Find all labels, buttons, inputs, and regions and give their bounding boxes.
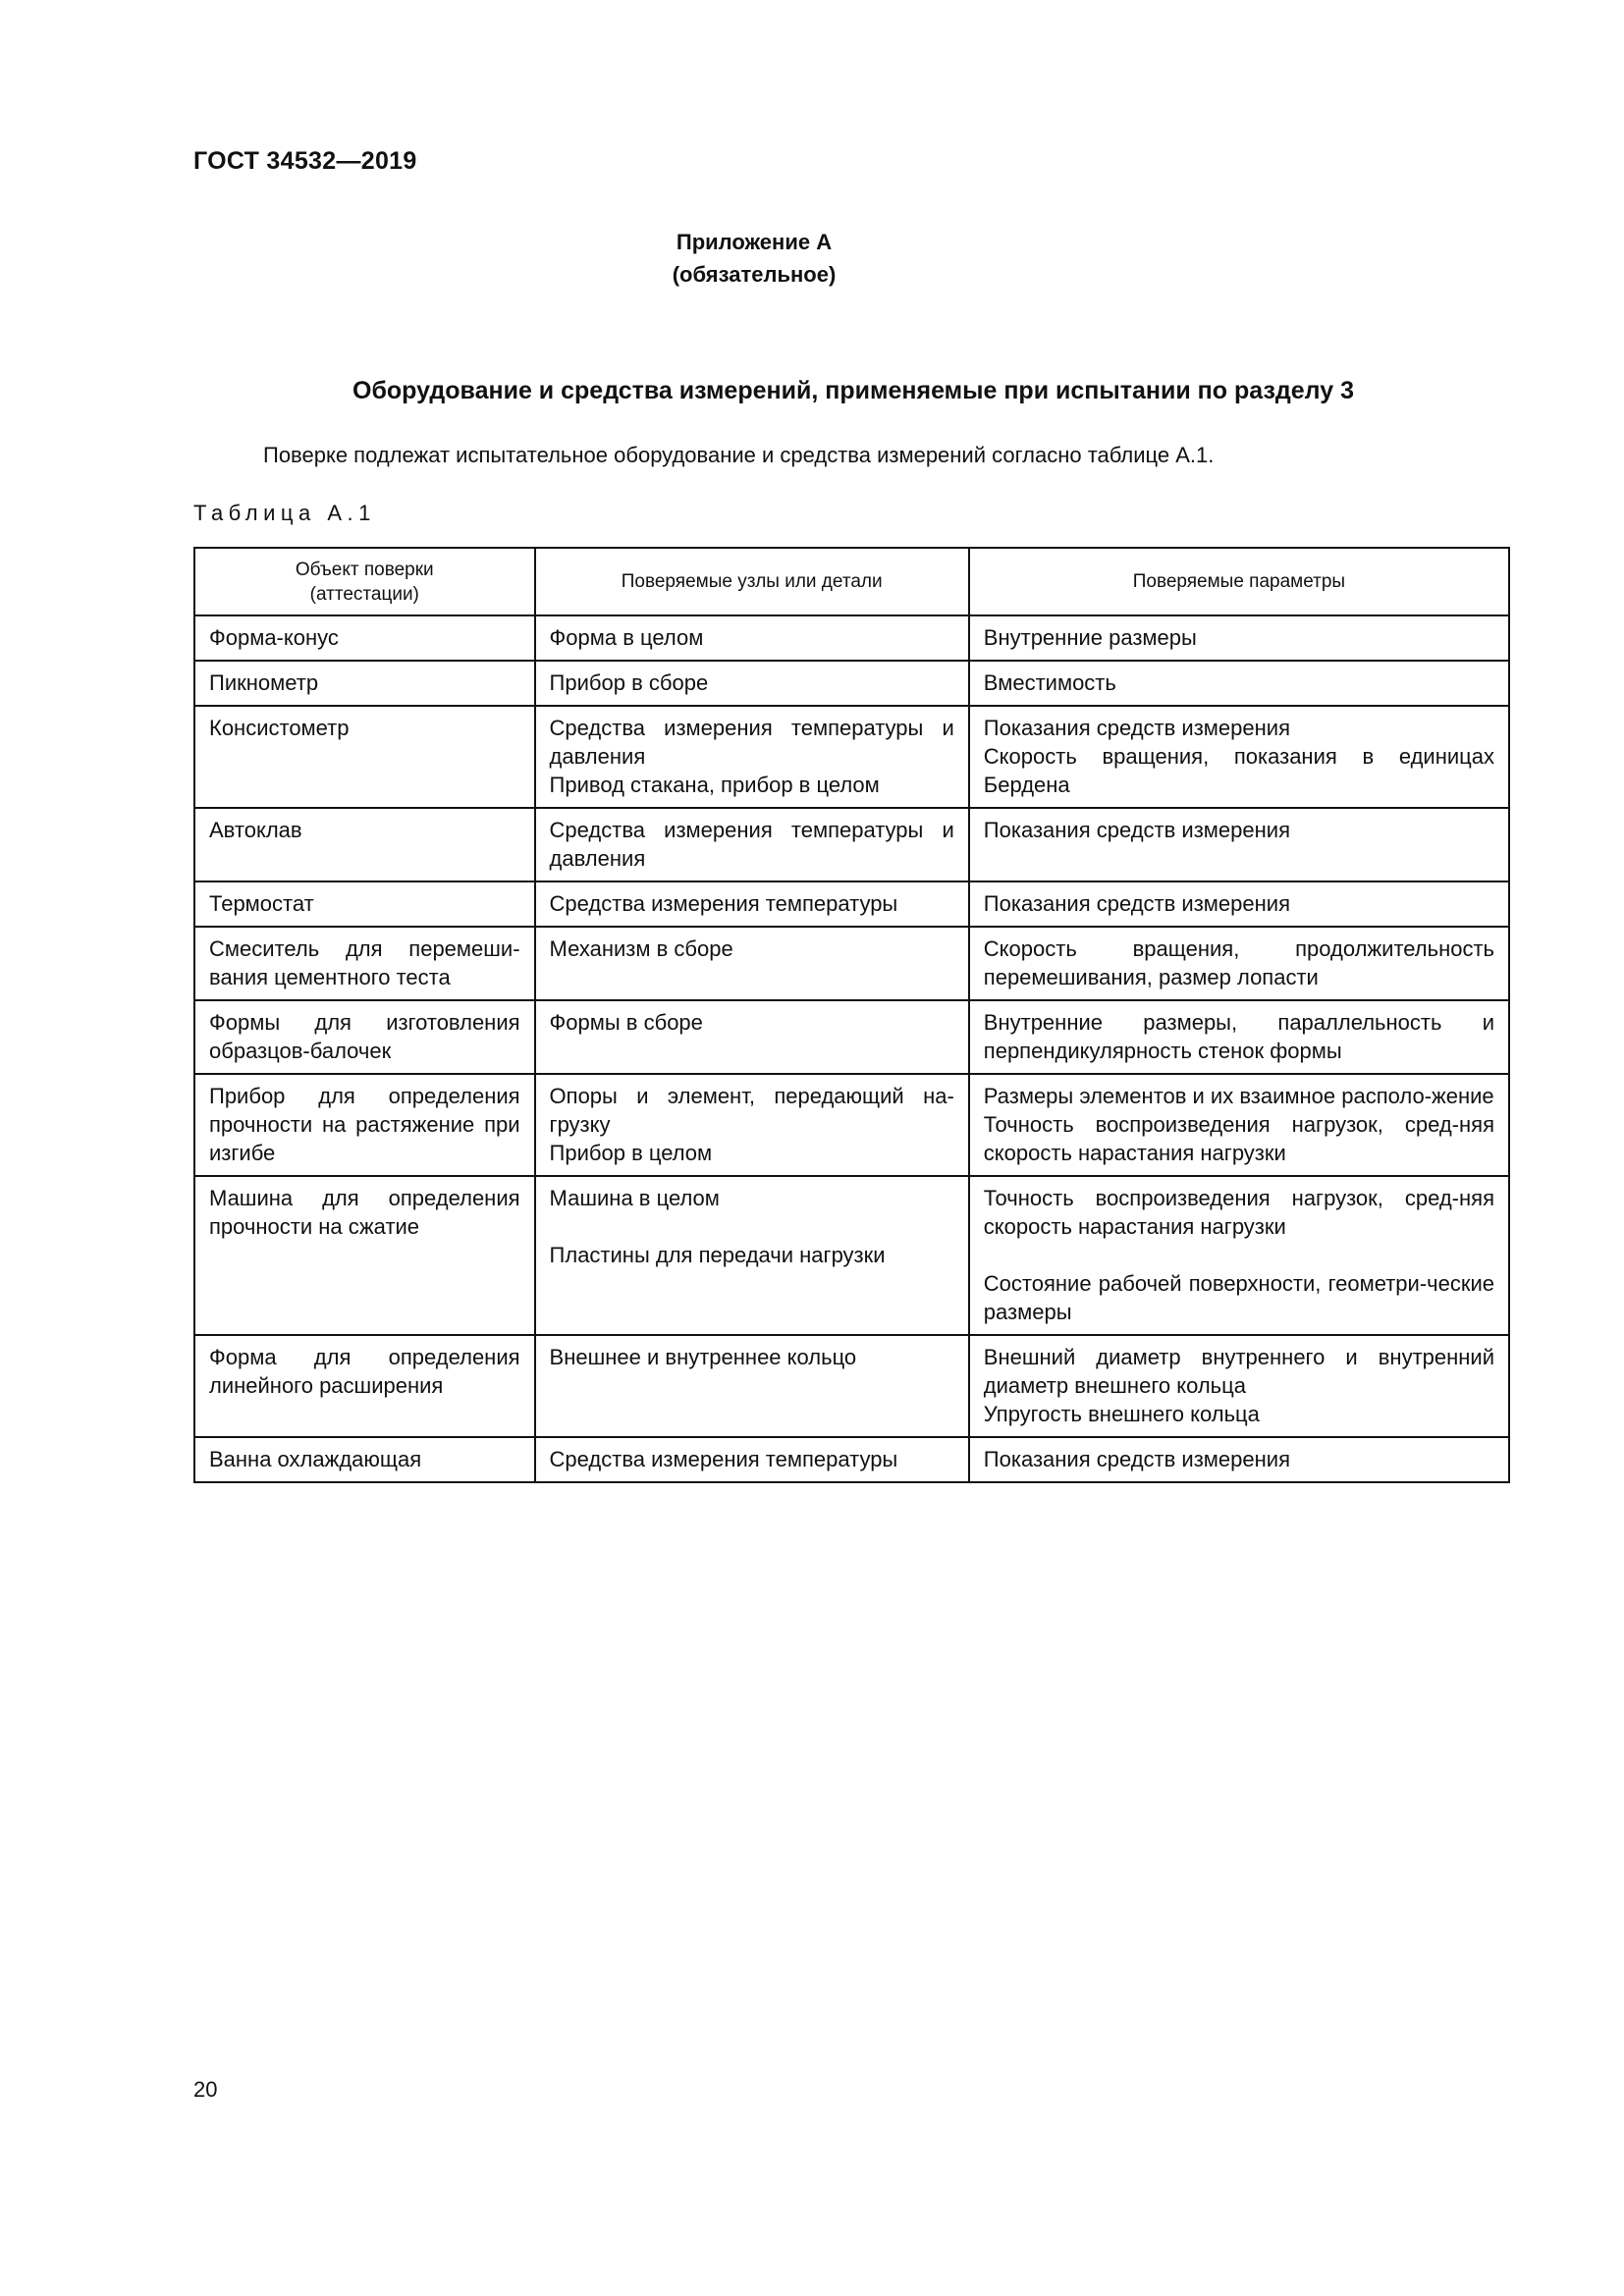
table-row — [194, 1335, 1509, 1437]
header-object-line: (аттестации) — [309, 583, 419, 605]
cell-parts — [535, 615, 969, 661]
cell-text: Показания средств измерения — [983, 1447, 1290, 1471]
cell-spacer — [984, 1241, 1494, 1269]
cell-text: Консистометр — [209, 716, 350, 740]
cell-text: Средства измерения температуры — [549, 1447, 898, 1471]
cell-object — [194, 706, 535, 808]
header-params — [969, 548, 1509, 615]
cell-text: Формы для изготовления образцов-балочек — [209, 1010, 520, 1063]
header-parts-line: Поверяемые узлы или детали — [621, 571, 883, 592]
table-row — [194, 1176, 1509, 1335]
table-row — [194, 1074, 1509, 1176]
appendix-heading — [0, 226, 1508, 291]
cell-spacer — [550, 1212, 954, 1241]
cell-object — [194, 1000, 535, 1074]
table-row — [194, 706, 1509, 808]
cell-text: Автоклав — [209, 818, 302, 842]
cell-params — [969, 1335, 1509, 1437]
cell-text: Прибор в целом — [549, 1141, 713, 1165]
cell-text: Скорость вращения, показания в единицах Бердена — [983, 744, 1494, 797]
cell-text: Опоры и элемент, передающий на-грузку — [549, 1084, 954, 1137]
cell-text: Машина в целом — [549, 1186, 720, 1210]
cell-text: Внешний диаметр внутреннего и внутренний диаметр внешнего кольца — [983, 1345, 1494, 1398]
cell-text: Форма для определения линейного расширения — [209, 1345, 520, 1398]
appendix-title: Приложение А — [676, 230, 833, 254]
cell-object — [194, 808, 535, 881]
cell-text: Пластины для передачи нагрузки — [549, 1243, 886, 1267]
cell-parts — [535, 1176, 969, 1335]
cell-object — [194, 927, 535, 1000]
cell-text: Прибор в сборе — [549, 670, 709, 695]
cell-params — [969, 808, 1509, 881]
cell-parts — [535, 706, 969, 808]
cell-object — [194, 661, 535, 706]
cell-text: Вместимость — [983, 670, 1116, 695]
table-row — [194, 1437, 1509, 1482]
cell-text: Ванна охлаждающая — [209, 1447, 422, 1471]
table-row — [194, 661, 1509, 706]
cell-text: Формы в сборе — [549, 1010, 703, 1035]
cell-text: Показания средств измерения — [983, 891, 1290, 916]
cell-text: Машина для определения прочности на сжатие — [209, 1186, 520, 1239]
cell-text: Показания средств измерения — [983, 716, 1290, 740]
verification-table — [193, 547, 1510, 1483]
table-caption: Таблица А.1 — [193, 501, 376, 525]
cell-text: Скорость вращения, продолжительность перемешивания, размер лопасти — [983, 936, 1494, 989]
document-code: ГОСТ 34532—2019 — [193, 147, 417, 175]
cell-object — [194, 1176, 535, 1335]
cell-text: Пикнометр — [209, 670, 319, 695]
page-number: 20 — [193, 2077, 218, 2102]
table-body — [194, 615, 1509, 1482]
cell-text: Механизм в сборе — [549, 936, 733, 961]
cell-parts — [535, 808, 969, 881]
header-object — [194, 548, 535, 615]
cell-params — [969, 881, 1509, 927]
section-title: Оборудование и средства измерений, применяемые при испытании по разделу 3 — [352, 377, 1354, 404]
cell-params — [969, 1000, 1509, 1074]
cell-object — [194, 1074, 535, 1176]
cell-params — [969, 1437, 1509, 1482]
cell-text: Форма в целом — [549, 625, 704, 650]
header-object-line: Объект поверки — [295, 559, 434, 580]
cell-text: Привод стакана, прибор в целом — [549, 773, 880, 797]
cell-params — [969, 615, 1509, 661]
cell-text: Прибор для определения прочности на растяжение при изгибе — [209, 1084, 520, 1165]
header-parts — [535, 548, 969, 615]
cell-text: Размеры элементов и их взаимное располо-жение — [983, 1084, 1494, 1108]
cell-text: Средства измерения температуры и давления — [549, 818, 954, 871]
cell-parts — [535, 661, 969, 706]
header-params-line: Поверяемые параметры — [1132, 571, 1346, 592]
cell-params — [969, 1176, 1509, 1335]
cell-text: Состояние рабочей поверхности, геометри-ческие размеры — [983, 1271, 1494, 1324]
cell-params — [969, 661, 1509, 706]
cell-text: Внешнее и внутреннее кольцо — [549, 1345, 857, 1369]
cell-parts — [535, 1074, 969, 1176]
cell-text: Точность воспроизведения нагрузок, сред-няя скорость нарастания нагрузки — [983, 1112, 1494, 1165]
cell-text: Показания средств измерения — [983, 818, 1290, 842]
cell-text: Средства измерения температуры — [549, 891, 898, 916]
cell-parts — [535, 1000, 969, 1074]
table-row — [194, 881, 1509, 927]
cell-text: Средства измерения температуры и давления — [549, 716, 954, 769]
cell-text: Форма-конус — [209, 625, 339, 650]
cell-parts — [535, 927, 969, 1000]
cell-text: Внутренние размеры — [983, 625, 1197, 650]
table-row — [194, 1000, 1509, 1074]
appendix-status: (обязательное) — [672, 262, 837, 287]
cell-text: Упругость внешнего кольца — [983, 1402, 1260, 1426]
cell-params — [969, 927, 1509, 1000]
cell-object — [194, 615, 535, 661]
table-row — [194, 927, 1509, 1000]
cell-text: Точность воспроизведения нагрузок, сред-няя скорость нарастания нагрузки — [983, 1186, 1494, 1239]
cell-text: Смеситель для перемеши-вания цементного теста — [209, 936, 520, 989]
table-row — [194, 615, 1509, 661]
cell-parts — [535, 1437, 969, 1482]
cell-text: Термостат — [209, 891, 314, 916]
cell-params — [969, 1074, 1509, 1176]
cell-object — [194, 1335, 535, 1437]
cell-text: Внутренние размеры, параллельность и перпендикулярность стенок формы — [983, 1010, 1494, 1063]
cell-parts — [535, 881, 969, 927]
table-row — [194, 808, 1509, 881]
cell-parts — [535, 1335, 969, 1437]
cell-params — [969, 706, 1509, 808]
cell-object — [194, 1437, 535, 1482]
cell-object — [194, 881, 535, 927]
table-header-row — [194, 548, 1509, 615]
intro-paragraph: Поверке подлежат испытательное оборудование и средства измерений согласно таблице А.1. — [263, 443, 1215, 467]
